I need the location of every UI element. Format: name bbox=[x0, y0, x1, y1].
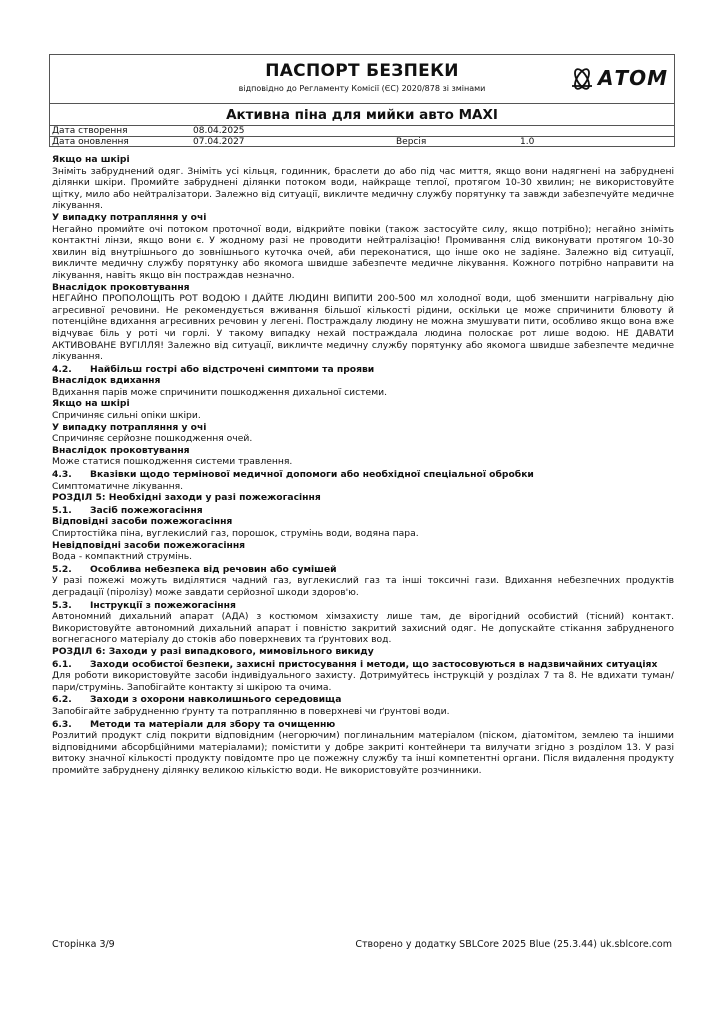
eyes-heading: У випадку потрапляння у очі bbox=[52, 211, 207, 223]
ingestion-heading-2: Внаслідок проковтування bbox=[52, 444, 190, 456]
product-name-row bbox=[50, 103, 674, 126]
subsection-text: Запобігайте забрудненню ґрунту та потраплянню в поверхневі чи ґрунтові води. bbox=[52, 705, 450, 717]
unsuitable-media-text: Вода - компактний струмінь. bbox=[52, 551, 193, 563]
ingestion-text-2: Може статися пошкодження системи травлення. bbox=[52, 456, 293, 468]
skin-text: Зніміть забруднений одяг. Зніміть усі кільця, годинник, браслети до або під час миття, якщо вони надягнені на забруднені ділянки шкіри. Промийте забруднені ділянки потоком води, найкраще теплої, протягом 10-30 хвилин; не використовуйте щітку, мило або нейтралізатори. Залежно від ситуації, викличте медичну службу порятунку та завжди забезпечуйте медичне лікування. bbox=[52, 165, 674, 212]
page-number: Сторінка 3/9 bbox=[52, 939, 115, 950]
unsuitable-media-heading: Невідповідні засоби пожежогасіння bbox=[52, 539, 246, 551]
updated-label: Дата оновлення bbox=[52, 137, 129, 147]
subsection-heading: Засіб пожежогасіння bbox=[90, 504, 203, 516]
subsection-text: Для роботи використовуйте засоби індивідуального захисту. Дотримуйтесь інструкцій у розділах 7 та 8. Не вдихати туман/пари/струмінь. Запобігайте контакту зі шкірою та очима. bbox=[52, 670, 674, 693]
eyes-text: Негайно промийте очі потоком проточної води, відкрийте повіки (також застосуйте силу, якщо потрібно); негайно зніміть контактні лінзи, якщо вони є. У жодному разі не проводити нейтралізацію! Промивання слід виконувати протягом 10-30 хвилин від внутрішнього до зовнішнього куточка очей, аби переконатися, що інше око не задіяне. Залежно від ситуації, викличте медичну службу порятунку або якомога швидше забезпечте медичне лікування. Кожного потрібно направити на лікування, навіть якщо він постраждав незначно. bbox=[52, 223, 674, 281]
subsection-number: 5.3. bbox=[52, 599, 72, 611]
subsection-heading: Методи та матеріали для збору та очищенню bbox=[90, 718, 336, 730]
subsection-4-2 bbox=[52, 364, 674, 376]
eyes-text-2: Спричиняє серйозне пошкодження очей. bbox=[52, 433, 253, 445]
section-5-title: РОЗДІЛ 5: Необхідні заходи у разі пожежогасіння bbox=[52, 492, 321, 504]
subsection-5-2 bbox=[52, 564, 674, 576]
subsection-heading: Вказівки щодо термінової медичної допомоги або необхідної спеціальної обробки bbox=[90, 469, 534, 481]
skin-heading: Якщо на шкірі bbox=[52, 154, 130, 165]
subsection-heading: Інструкції з пожежогасіння bbox=[90, 599, 236, 611]
atom-logo-icon bbox=[569, 66, 595, 90]
subsection-number: 5.2. bbox=[52, 563, 72, 575]
created-label: Дата створення bbox=[52, 126, 128, 136]
subsection-5-3 bbox=[52, 600, 674, 612]
subsection-heading: Найбільш гострі або відстрочені симптоми та прояви bbox=[90, 363, 375, 375]
subsection-6-3 bbox=[52, 719, 674, 731]
document-header bbox=[49, 54, 675, 147]
subsection-heading: Особлива небезпека від речовин або сумішей bbox=[90, 563, 337, 575]
updated-value: 07.04.2027 bbox=[193, 137, 245, 147]
suitable-media-text: Спиртостійка піна, вуглекислий газ, порошок, струмінь води, водяна пара. bbox=[52, 528, 419, 539]
suitable-media-heading: Відповідні засоби пожежогасіння bbox=[52, 516, 233, 528]
subsection-number: 5.1. bbox=[52, 504, 72, 516]
regulation-subtitle: відповідно до Регламенту Комісії (ЄС) 2020/878 зі змінами bbox=[238, 84, 486, 93]
logo-text: АТОМ bbox=[597, 66, 668, 90]
subsection-heading: Заходи з охорони навколишнього середовища bbox=[90, 694, 342, 706]
subsection-heading: Заходи особистої безпеки, захисні пристосування і методи, що застосовуються в надзвичайних ситуаціях bbox=[90, 658, 658, 670]
inhalation-text: Вдихання парів може спричинити пошкодження дихальної системи. bbox=[52, 386, 388, 398]
ingestion-text: НЕГАЙНО ПРОПОЛОЩІТЬ РОТ ВОДОЮ І ДАЙТЕ ЛЮДИНІ ВИПИТИ 200-500 мл холодної води, щоб зменшити нагрівальну дію агресивної речовини. Не рекомендується вживання більшої кількості рідини, оскільки це може спричинити блювоту й потенційне вдихання агресивних речовин у легені. Постраждалу людину не можна змушувати пити, особливо якщо вона вже відчуває біль у роті чи горлі. У такому випадку нехай постраждала людина полоскає рот лише водою. НЕ ДАВАТИ АКТИВОВАНЕ ВУГІЛЛЯ! Залежно від ситуації, викличте медичну службу порятунку або якомога швидше забезпечте медичне лікування. bbox=[52, 293, 674, 363]
subsection-number: 4.3. bbox=[52, 469, 72, 481]
created-value: 08.04.2025 bbox=[193, 126, 245, 136]
subsection-number: 4.2. bbox=[52, 363, 72, 375]
eyes-heading-2: У випадку потрапляння у очі bbox=[52, 421, 207, 433]
subsection-number: 6.1. bbox=[52, 658, 72, 670]
product-name: Активна піна для мийки авто MAXI bbox=[226, 107, 498, 123]
subsection-text: Розлитий продукт слід покрити відповідним (негорючим) поглинальним матеріалом (піском, діатомітом, землею та іншими відповідними абсорбційними матеріалами); помістити у добре закриті контейнери та вилучати згідно з розділом 13. У разі витоку значної кількості продукту повідомте про це пожежну службу та інші компетентні органи. Після видалення продукту промийте забруднену ділянку великою кількістю води. Не використовуйте розчинники. bbox=[52, 730, 674, 776]
document-title: ПАСПОРТ БЕЗПЕКИ bbox=[265, 61, 459, 81]
subsection-number: 6.3. bbox=[52, 718, 72, 730]
section-6-title: РОЗДІЛ 6: Заходи у разі випадкового, мимовільного викиду bbox=[52, 645, 374, 657]
subsection-5-1 bbox=[52, 505, 674, 517]
version-value: 1.0 bbox=[520, 137, 535, 147]
subsection-text: Симптоматичне лікування. bbox=[52, 480, 184, 492]
subsection-text: Автономний дихальний апарат (АДА) з костюмом хімзахисту лише там, де вірогідний особистий (тісний) контакт. Використовуйте автономний дихальний апарат і повністю закритий захисний одяг. Не допускайте стікання забрудненого вогнегасного матеріалу до стоків або поверхневих та ґрунтових вод. bbox=[52, 611, 674, 646]
document-body bbox=[52, 154, 674, 776]
ingestion-heading: Внаслідок проковтування bbox=[52, 281, 190, 293]
subsection-6-2 bbox=[52, 694, 674, 706]
subsection-6-1 bbox=[52, 659, 674, 671]
skin-text-2: Спричиняє сильні опіки шкіри. bbox=[52, 410, 201, 422]
skin-heading-2: Якщо на шкірі bbox=[52, 398, 130, 410]
inhalation-heading: Внаслідок вдихання bbox=[52, 375, 161, 387]
generator-note: Створено у додатку SBLCore 2025 Blue (25.3.44) uk.sblcore.com bbox=[355, 939, 672, 950]
version-label: Версія bbox=[396, 137, 427, 147]
subsection-4-3 bbox=[52, 469, 674, 481]
subsection-number: 6.2. bbox=[52, 694, 72, 706]
company-logo bbox=[569, 66, 668, 90]
subsection-text: У разі пожежі можуть виділятися чадний газ, вуглекислий газ та інші токсичні гази. Вдихання небезпечних продуктів деградації (піролізу) може завдати серйозної шкоди здоров'ю. bbox=[52, 575, 674, 598]
header-title-row bbox=[50, 55, 674, 103]
updated-row bbox=[50, 136, 674, 148]
